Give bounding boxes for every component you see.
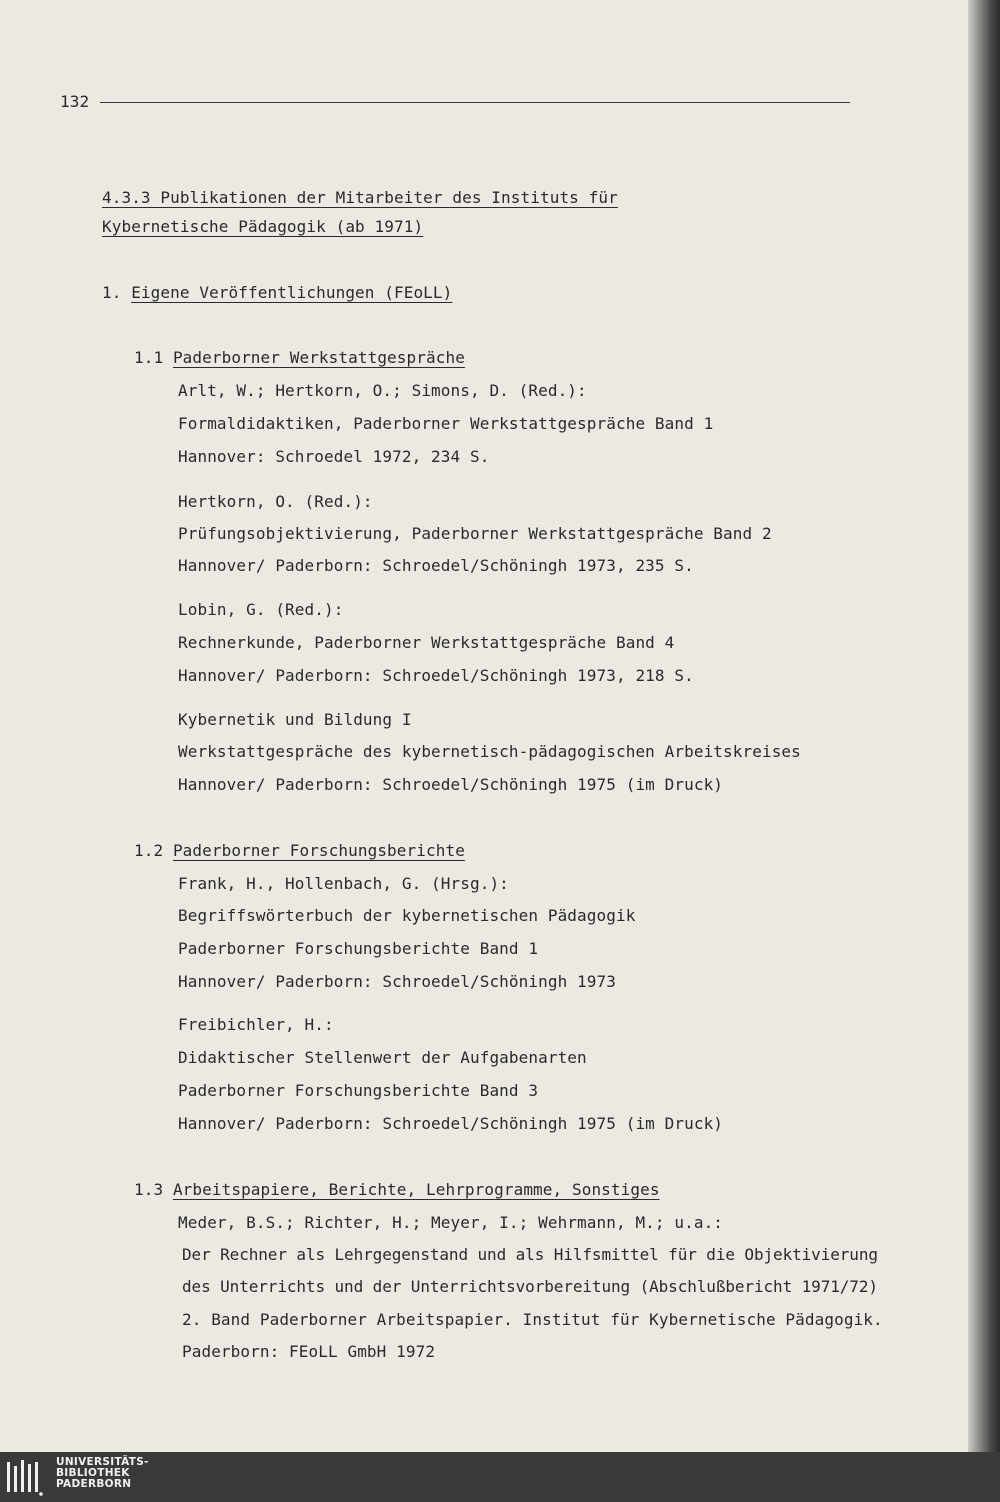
sub-1-2-number: 1.2	[134, 841, 164, 860]
entry-line: Hertkorn, O. (Red.):	[178, 492, 373, 511]
entry-line: Hannover/ Paderborn: Schroedel/Schöningh 1973, 235 S.	[178, 556, 694, 575]
entry-line: Meder, B.S.; Richter, H.; Meyer, I.; Wehrmann, M.; u.a.:	[178, 1213, 724, 1232]
entry-line: des Unterrichts und der Unterrichtsvorbereitung (Abschlußbericht 1971/72)	[182, 1277, 878, 1296]
page-number: 132	[60, 92, 90, 111]
sub-1-1-heading	[134, 348, 465, 368]
part1-title: Eigene Veröffentlichungen (FEoLL)	[131, 283, 453, 302]
entry-line: Paderborner Forschungsberichte Band 1	[178, 939, 539, 958]
sub-1-3-title: Arbeitspapiere, Berichte, Lehrprogramme, Sonstiges	[172, 1180, 660, 1199]
sub-1-1-title: Paderborner Werkstattgespräche	[172, 348, 465, 367]
entry-line: Paderborn: FEoLL GmbH 1972	[182, 1342, 436, 1361]
entry-line: Paderborner Forschungsberichte Band 3	[178, 1081, 539, 1100]
entry-line: Prüfungsobjektivierung, Paderborner Werkstattgespräche Band 2	[178, 524, 772, 543]
library-logo-icon	[6, 1458, 46, 1496]
footer-line3: PADERBORN	[56, 1478, 132, 1490]
entry-line: Werkstattgespräche des kybernetisch-pädagogischen Arbeitskreises	[178, 742, 801, 761]
sub-1-3-number: 1.3	[134, 1180, 164, 1199]
entry-line: Lobin, G. (Red.):	[178, 600, 344, 619]
part1-heading	[102, 283, 452, 303]
sub-1-1-number: 1.1	[134, 348, 164, 367]
part1-number: 1.	[102, 283, 122, 302]
entry-line: Der Rechner als Lehrgegenstand und als Hilfsmittel für die Objektivierung	[182, 1245, 878, 1264]
entry-line: Kybernetik und Bildung I	[178, 710, 412, 729]
entry-line: Frank, H., Hollenbach, G. (Hrsg.):	[178, 874, 509, 893]
book-binding-edge	[968, 0, 1000, 1452]
entry-line: 2. Band Paderborner Arbeitspapier. Institut für Kybernetische Pädagogik.	[182, 1310, 883, 1329]
entry-line: Hannover/ Paderborn: Schroedel/Schöningh 1973	[178, 972, 616, 991]
footer-line1: UNIVERSITÄTS-	[56, 1456, 149, 1468]
entry-line: Arlt, W.; Hertkorn, O.; Simons, D. (Red.):	[178, 381, 587, 400]
library-footer-bar	[0, 1452, 1000, 1502]
entry-line: Rechnerkunde, Paderborner Werkstattgespräche Band 4	[178, 633, 675, 652]
sub-1-3-heading	[134, 1180, 660, 1200]
entry-line: Hannover: Schroedel 1972, 234 S.	[178, 447, 490, 466]
sub-1-2-heading	[134, 841, 465, 861]
entry-line: Hannover/ Paderborn: Schroedel/Schöningh 1975 (im Druck)	[178, 1114, 724, 1133]
section-heading-line2: Kybernetische Pädagogik (ab 1971)	[102, 217, 424, 236]
entry-line: Hannover/ Paderborn: Schroedel/Schöningh 1975 (im Druck)	[178, 775, 724, 794]
header-rule	[100, 102, 850, 103]
entry-line: Formaldidaktiken, Paderborner Werkstattgespräche Band 1	[178, 414, 714, 433]
footer-line2: BIBLIOTHEK	[56, 1467, 130, 1479]
entry-line: Hannover/ Paderborn: Schroedel/Schöningh 1973, 218 S.	[178, 666, 694, 685]
sub-1-2-title: Paderborner Forschungsberichte	[172, 841, 465, 860]
entry-line: Freibichler, H.:	[178, 1015, 334, 1034]
entry-line: Didaktischer Stellenwert der Aufgabenarten	[178, 1048, 587, 1067]
entry-line: Begriffswörterbuch der kybernetischen Pädagogik	[178, 906, 636, 925]
section-heading-line1: 4.3.3 Publikationen der Mitarbeiter des Instituts für	[102, 188, 618, 207]
